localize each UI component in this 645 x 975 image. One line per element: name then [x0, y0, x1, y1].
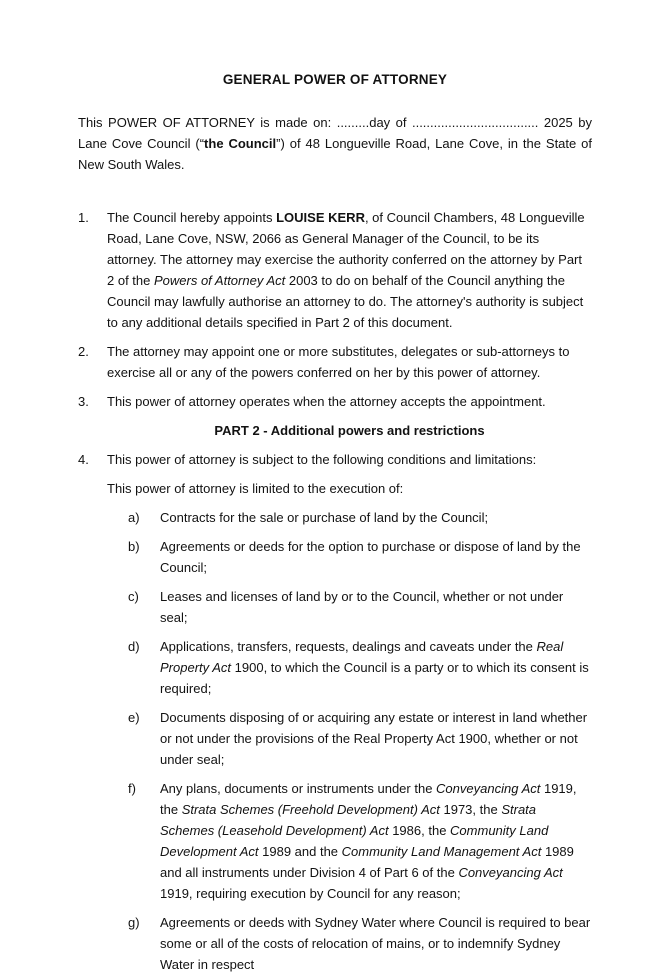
- item-letter: g): [128, 915, 140, 930]
- part2-heading: PART 2 - Additional powers and restrictions: [214, 423, 485, 438]
- item-text: The attorney may appoint one or more substitutes, delegates or sub-attorneys to exercise all or any of the powers conferred on her by this power of attorney.: [107, 344, 570, 380]
- lettered-item-b: [128, 536, 592, 578]
- item-text: This power of attorney operates when the attorney accepts the appointment.: [107, 394, 546, 409]
- item-number: 3.: [78, 394, 89, 409]
- item-text: Contracts for the sale or purchase of land by the Council;: [160, 510, 489, 525]
- lettered-item-e: [128, 707, 592, 770]
- lettered-item-c: [128, 586, 592, 628]
- item-text: Applications, transfers, requests, dealings and caveats under the Real Property Act 1900, to which the Council is a party or to which its consent is required;: [160, 639, 589, 696]
- item-letter: b): [128, 539, 140, 554]
- numbered-item-2: [78, 341, 592, 383]
- lettered-item-f: [128, 778, 592, 904]
- item-text: This power of attorney is subject to the following conditions and limitations:: [107, 452, 537, 467]
- numbered-item-3: [78, 391, 592, 412]
- intro-paragraph: This POWER OF ATTORNEY is made on: .........day of ................................... 2025 by Lane Cove Council (“the Council”) of 48 Longueville Road, Lane Cove, in the State of New South Wales.: [78, 115, 593, 172]
- item-text: Any plans, documents or instruments under the Conveyancing Act 1919, the Strata Schemes (Freehold Development) Act 1973, the Strata Schemes (Leasehold Development) Act 1986, the Community Land Development Act 1989 and the Community Land Management Act 1989 and all instruments under Division 4 of Part 6 of the Conveyancing Act 1919, requiring execution by Council for any reason;: [160, 781, 577, 901]
- item-number: 4.: [78, 452, 89, 467]
- limitation-intro: This power of attorney is limited to the execution of:: [107, 481, 404, 496]
- item-letter: a): [128, 510, 140, 525]
- item-text: Agreements or deeds with Sydney Water where Council is required to bear some or all of the costs of relocation of mains, or to indemnify Sydney Water in respect: [160, 915, 591, 972]
- item-text: Leases and licenses of land by or to the Council, whether or not under seal;: [160, 589, 564, 625]
- item-number: 1.: [78, 210, 89, 225]
- item-letter: f): [128, 781, 136, 796]
- item-text: Agreements or deeds for the option to purchase or dispose of land by the Council;: [160, 539, 581, 575]
- item-letter: c): [128, 589, 139, 604]
- document-title: GENERAL POWER OF ATTORNEY: [222, 72, 448, 87]
- item-letter: e): [128, 710, 140, 725]
- item-letter: d): [128, 639, 140, 654]
- lettered-item-d: [128, 636, 592, 699]
- item-text: The Council hereby appoints LOUISE KERR, of Council Chambers, 48 Longueville Road, Lane Cove, NSW, 2066 as General Manager of the Council, to be its attorney. The attorney may exercise the authority conferred on the attorney by Part 2 of the Powers of Attorney Act 2003 to do on behalf of the Council anything the Council may lawfully authorise an attorney to do. The attorney's authority is subject to any additional details specified in Part 2 of this document.: [107, 210, 585, 330]
- lettered-item-a: [128, 507, 592, 528]
- lettered-item-g: [128, 912, 592, 975]
- numbered-item-1: [78, 207, 592, 333]
- item-number: 2.: [78, 344, 89, 359]
- numbered-item-4: [78, 449, 592, 470]
- item-text: Documents disposing of or acquiring any estate or interest in land whether or not under the provisions of the Real Property Act 1900, whether or not under seal;: [160, 710, 588, 767]
